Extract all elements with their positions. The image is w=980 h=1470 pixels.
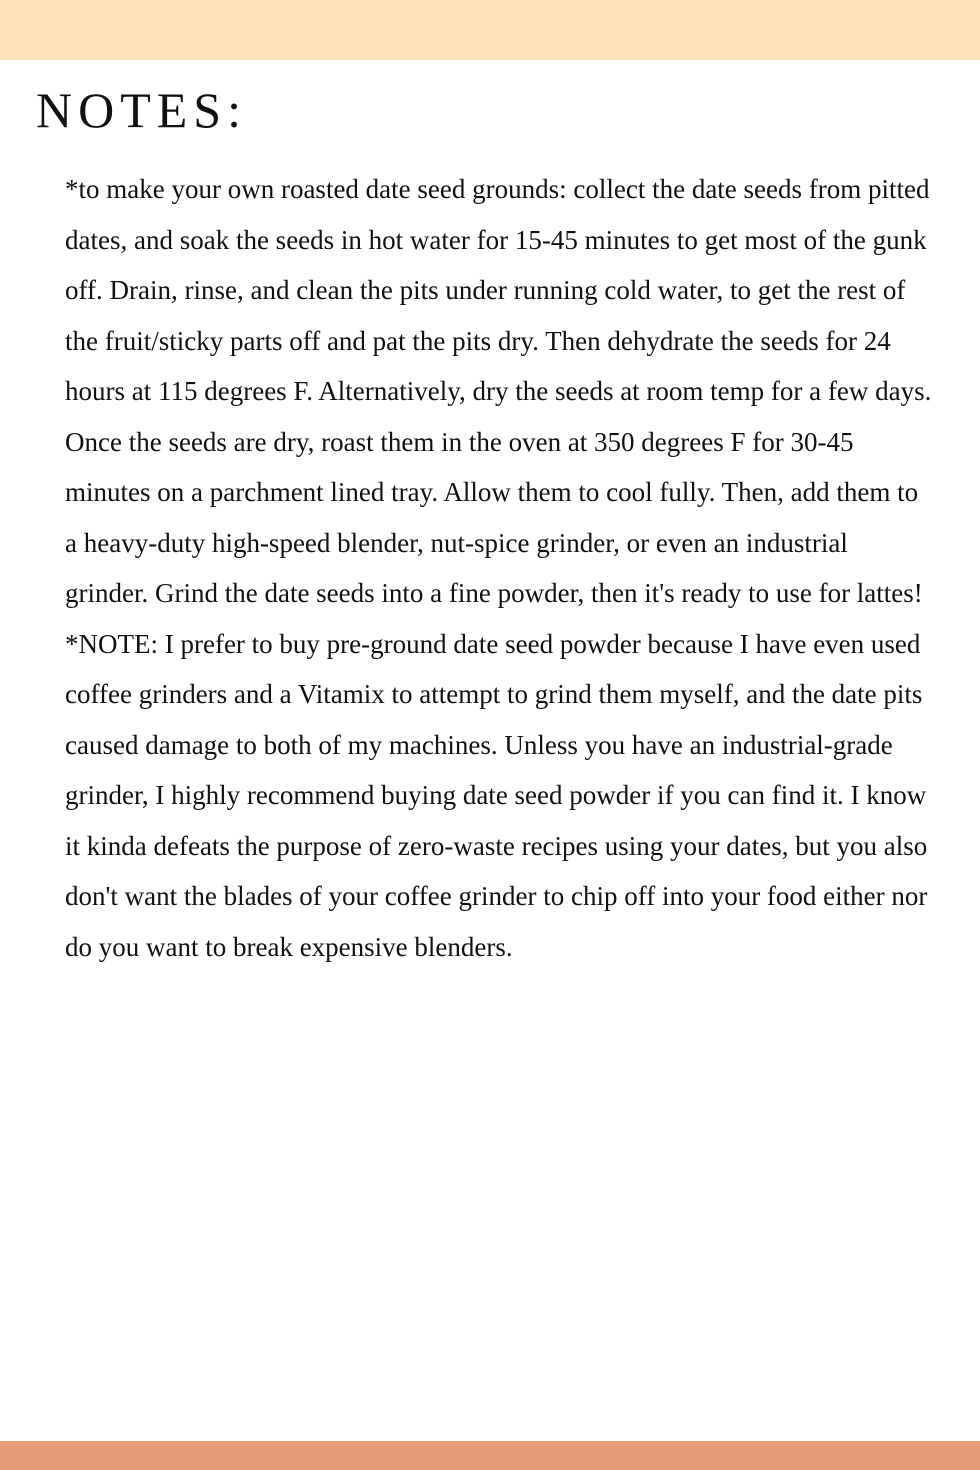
page-title: NOTES:	[36, 82, 247, 138]
bottom-decorative-band	[0, 1441, 980, 1470]
top-decorative-band	[0, 0, 980, 60]
notes-body-text: *to make your own roasted date seed grounds: collect the date seeds from pitted dates, and soak the seeds in hot water for 15-45 minutes to get most of the gunk off. Drain, rinse, and clean the pits under running cold water, to get the rest of the fruit/sticky parts off and pat the pits dry. Then dehydrate the seeds for 24 hours at 115 degrees F. Alternatively, dry the seeds at room temp for a few days. Once the seeds are dry, roast them in the oven at 350 degrees F for 30-45 minutes on a parchment lined tray. Allow them to cool fully. Then, add them to a heavy-duty high-speed blender, nut-spice grinder, or even an industrial grinder. Grind the date seeds into a fine powder, then it's ready to use for lattes! *NOTE: I prefer to buy pre-ground date seed powder because I have even used coffee grinders and a Vitamix to attempt to grind them myself, and the date pits caused damage to both of my machines. Unless you have an industrial-grade grinder, I highly recommend buying date seed powder if you can find it. I know it kinda defeats the purpose of zero-waste recipes using your dates, but you also don't want the blades of your coffee grinder to chip off into your food either nor do you want to break expensive blenders.	[65, 174, 932, 962]
